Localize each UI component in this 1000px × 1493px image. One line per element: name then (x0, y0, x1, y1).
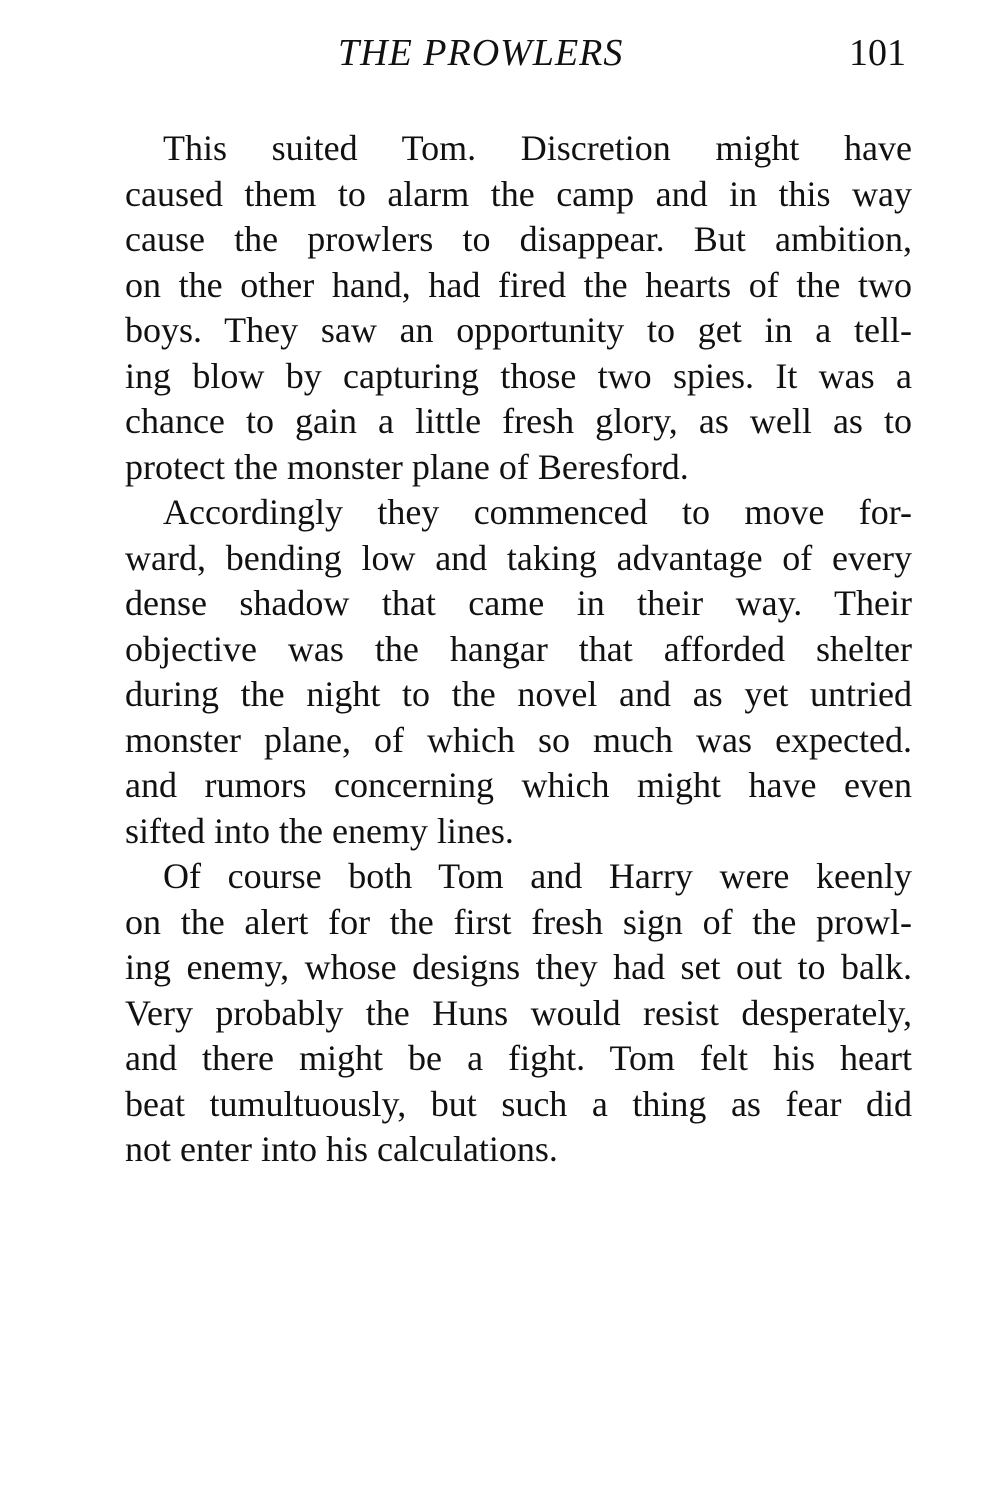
text-line: beat tumultuously, but such a thing as fear did (125, 1083, 912, 1124)
text-line: during the night to the novel and as yet untried (125, 674, 912, 714)
text-line: Of course both Tom and Harry were keenly (163, 856, 912, 896)
page-header (125, 30, 910, 80)
text-line: This suited Tom. Discretion might have (163, 128, 912, 168)
text-line: on the other hand, had fired the hearts of the two (125, 264, 912, 305)
text-line: ing enemy, whose designs they had set out to balk. (125, 947, 912, 987)
text-line: dense shadow that came in their way. Their (125, 583, 912, 623)
text-line: ing blow by capturing those two spies. It was a (125, 355, 912, 396)
text-line: monster plane, of which so much was expected. (125, 719, 912, 760)
text-line: chance to gain a little fresh glory, as well as to (125, 401, 912, 441)
text-line: boys. They saw an opportunity to get in a tell- (125, 310, 912, 350)
paragraph (125, 854, 912, 1173)
running-title: THE PROWLERS (338, 32, 624, 74)
text-line: caused them to alarm the camp and in this way (125, 173, 912, 214)
text-line: sifted into the enemy lines. (125, 810, 514, 851)
paragraph (125, 126, 912, 490)
text-line: and rumors concerning which might have even (125, 765, 912, 805)
body-text (125, 126, 912, 1173)
text-line: protect the monster plane of Beresford. (125, 446, 689, 487)
text-line: and there might be a fight. Tom felt his heart (125, 1038, 912, 1078)
text-line: not enter into his calculations. (125, 1129, 558, 1169)
text-line: objective was the hangar that afforded shelter (125, 628, 912, 669)
text-line: on the alert for the first fresh sign of the prowl- (125, 901, 912, 942)
paragraph (125, 490, 912, 854)
text-line: ward, bending low and taking advantage of every (125, 537, 912, 578)
page-number: 101 (849, 32, 906, 74)
text-line: cause the prowlers to disappear. But ambition, (125, 219, 912, 259)
text-line: Very probably the Huns would resist desperately, (125, 992, 912, 1033)
text-line: Accordingly they commenced to move for- (163, 492, 912, 532)
